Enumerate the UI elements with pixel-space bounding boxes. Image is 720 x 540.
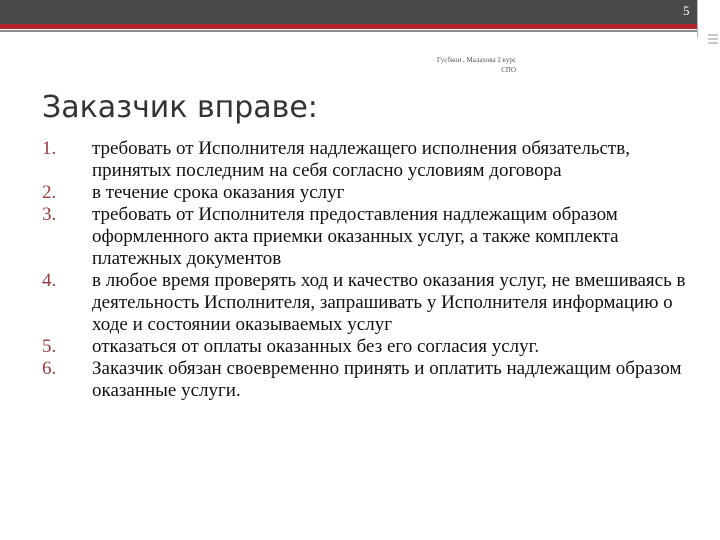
page-number: 5 [683, 3, 690, 18]
list-item [42, 336, 692, 358]
list-item-number: 2. [42, 182, 57, 203]
author-note: Гусбкон , Малахова 2 курс СПО [436, 56, 516, 74]
list-item [42, 270, 692, 336]
list-item-number: 4. [42, 270, 57, 291]
list-item-text: в любое время проверять ход и качество оказания услуг, не вмешиваясь в деятельность Исполнителя, запрашивать у Исполнителя информацию о ходе и состоянии оказываемых услуг [92, 270, 686, 335]
list-item-text: в течение срока оказания услуг [92, 182, 345, 203]
list-item-text: отказаться от оплаты оказанных без его согласия услуг. [92, 336, 540, 357]
rights-list [42, 138, 692, 402]
header-bar [0, 0, 697, 24]
header-divider [697, 0, 698, 38]
list-item-number: 1. [42, 138, 57, 159]
list-item [42, 138, 692, 182]
list-item-text: Заказчик обязан своевременно принять и оплатить надлежащим образом оказанные услуги. [92, 358, 682, 401]
menu-lines-icon [708, 34, 718, 44]
list-item-number: 6. [42, 358, 57, 379]
list-item-number: 3. [42, 204, 57, 225]
list-item-text: требовать от Исполнителя надлежащего исполнения обязательств, принятых последним на себя согласно условиям договора [92, 138, 630, 181]
list-item [42, 358, 692, 402]
list-item [42, 182, 692, 204]
header-accent-bar [0, 24, 697, 29]
list-item-number: 5. [42, 336, 57, 357]
header-thin-bar [0, 30, 697, 32]
list-item-text: требовать от Исполнителя предоставления надлежащим образом оформленного акта приемки оказанных услуг, а также комплекта платежных документов [92, 204, 619, 269]
slide-title: Заказчик вправе: [42, 90, 318, 125]
list-item [42, 204, 692, 270]
